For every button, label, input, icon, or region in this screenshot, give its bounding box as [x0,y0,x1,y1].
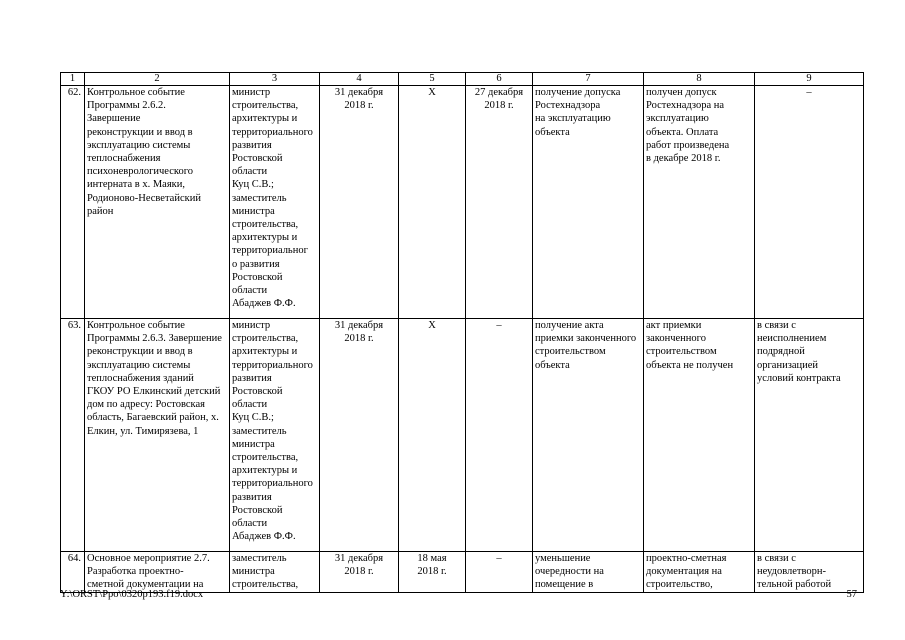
column-number: 7 [533,73,644,86]
report-table [60,72,864,593]
column-number-row [61,73,864,86]
page-number: 57 [846,589,857,600]
column-number: 6 [466,73,533,86]
file-path: Y:\ORST\Ppo\0320p193.f19.docx [60,589,204,600]
row-number: 62. [61,86,85,319]
col5-cell: X [399,319,466,552]
achieved-result-cell: проектно-сметная документация на строительство, [644,552,755,593]
table-row [61,86,864,319]
planned-date-cell: 31 декабря 2018 г. [320,86,399,319]
row-number: 64. [61,552,85,593]
column-number: 4 [320,73,399,86]
row-number: 63. [61,319,85,552]
actual-date-cell: – [466,319,533,552]
column-number: 9 [755,73,864,86]
column-number: 1 [61,73,85,86]
table-row [61,319,864,552]
expected-result-cell: получение акта приемки законченного строительством объекта [533,319,644,552]
planned-date-cell: 31 декабря 2018 г. [320,319,399,552]
expected-result-cell: уменьшение очередности на помещение в [533,552,644,593]
column-number: 8 [644,73,755,86]
achieved-result-cell: получен допуск Ростехнадзора на эксплуатацию объекта. Оплата работ произведена в декабре 2018 г. [644,86,755,319]
problems-cell: в связи с неудовлетворн- тельной работой [755,552,864,593]
col5-cell: 18 мая 2018 г. [399,552,466,593]
planned-date-cell: 31 декабря 2018 г. [320,552,399,593]
column-number: 2 [85,73,230,86]
actual-date-cell: – [466,552,533,593]
column-number: 5 [399,73,466,86]
problems-cell: в связи с неисполнением подрядной организацией условий контракта [755,319,864,552]
event-cell: Основное мероприятие 2.7. Разработка проектно- сметной документации на [85,552,230,593]
event-cell: Контрольное событие Программы 2.6.3. Завершение реконструкции и ввод в эксплуатацию системы теплоснабжения зданий ГКОУ РО Елкинский детский дом по адресу: Ростовская область, Багаевский район, х. Елкин, ул. Тимирязева, 1 [85,319,230,552]
problems-cell: – [755,86,864,319]
table-row [61,552,864,593]
responsible-cell: министр строительства, архитектуры и территориального развития Ростовской области Куц С.В.; заместитель министра строительства, архитектуры и территориального развития Ростовской области Абаджев Ф.Ф. [230,319,320,552]
expected-result-cell: получение допуска Ростехнадзора на эксплуатацию объекта [533,86,644,319]
actual-date-cell: 27 декабря 2018 г. [466,86,533,319]
achieved-result-cell: акт приемки законченного строительством объекта не получен [644,319,755,552]
responsible-cell: заместитель министра строительства, [230,552,320,593]
responsible-cell: министр строительства, архитектуры и территориального развития Ростовской области Куц С.В.; заместитель министра строительства, архитектуры и территориальног о развития Ростовской области Абаджев Ф.Ф. [230,86,320,319]
event-cell: Контрольное событие Программы 2.6.2. Завершение реконструкции и ввод в эксплуатацию системы теплоснабжения психоневрологического интерната в х. Маяки, Родионово-Несветайский район [85,86,230,319]
col5-cell: X [399,86,466,319]
column-number: 3 [230,73,320,86]
